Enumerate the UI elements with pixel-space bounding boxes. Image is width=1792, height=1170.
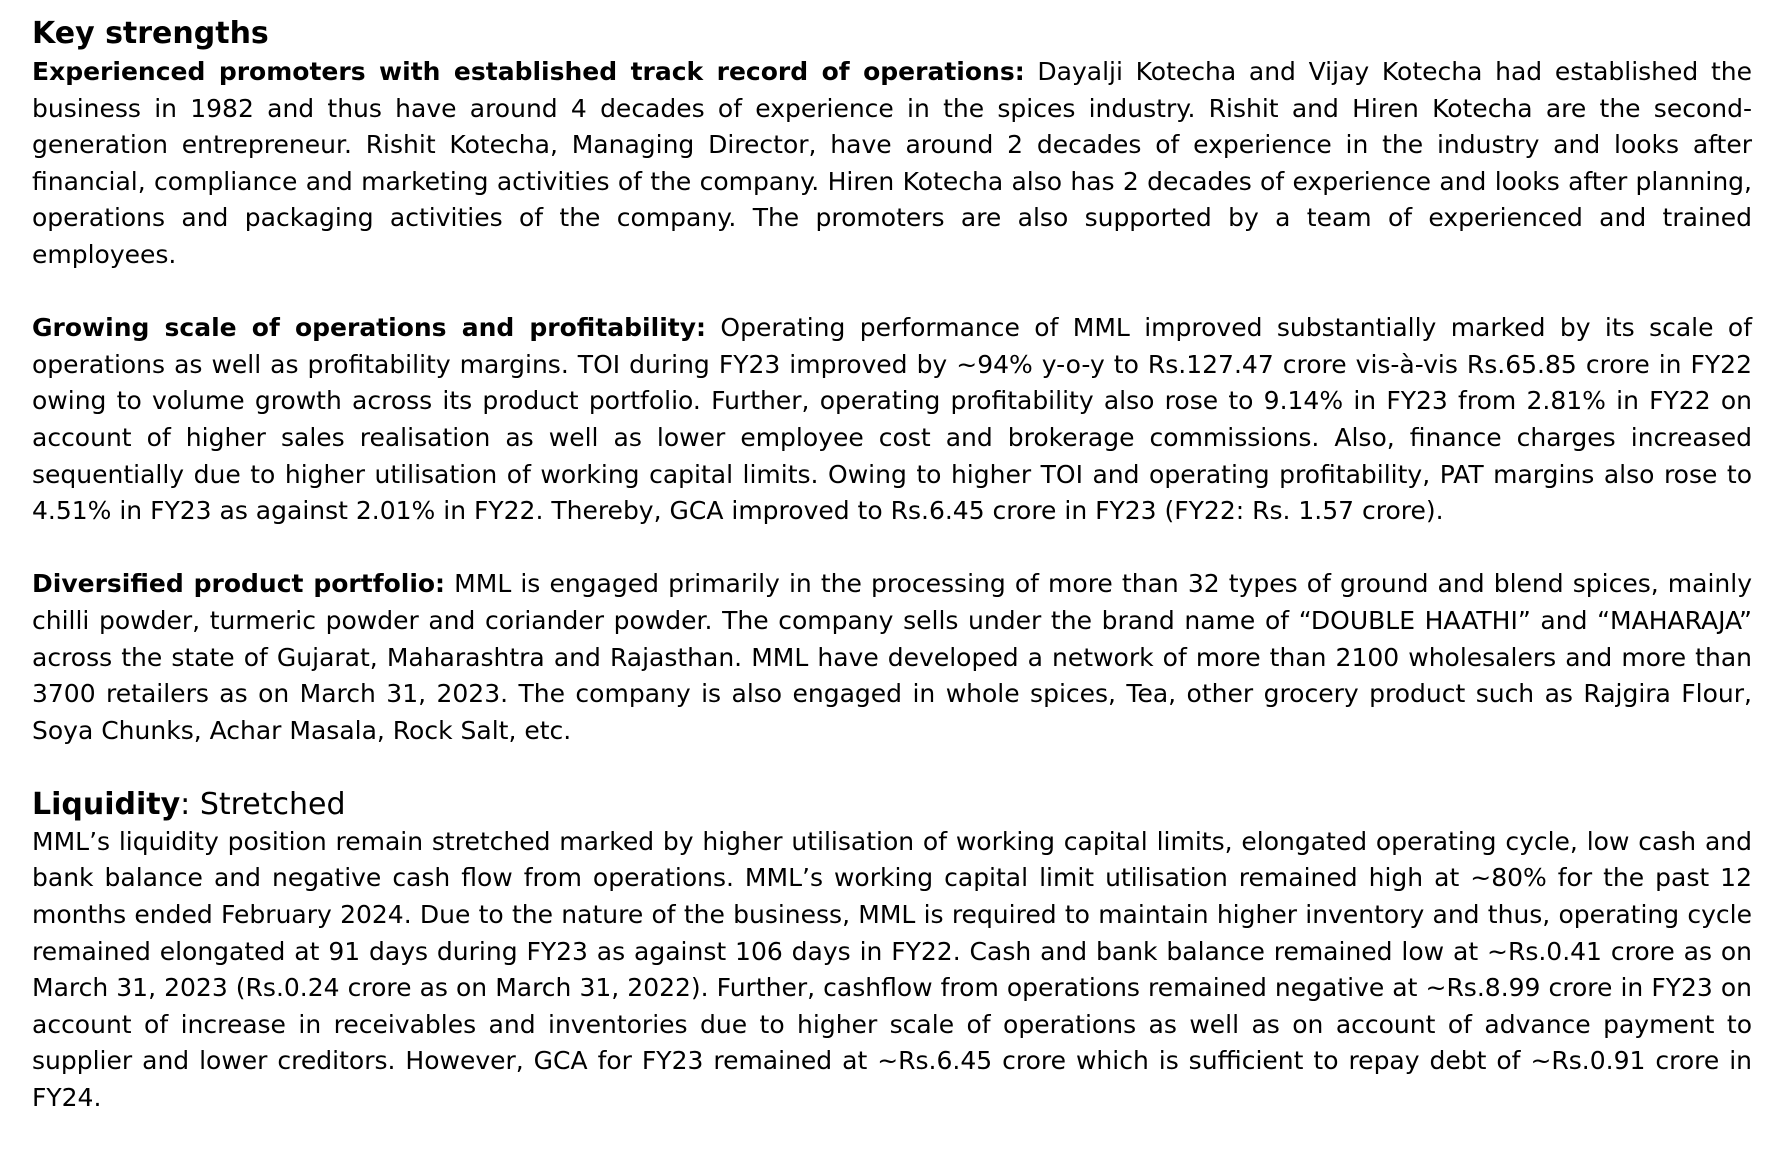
paragraph-diversified-portfolio bbox=[32, 566, 1752, 749]
section-heading-liquidity bbox=[32, 786, 1752, 824]
paragraph-lead: Diversified product portfolio: bbox=[32, 569, 446, 599]
liquidity-status: : Stretched bbox=[180, 786, 346, 822]
paragraph-experienced-promoters bbox=[32, 54, 1752, 274]
paragraph-lead: Experienced promoters with established track record of operations: bbox=[32, 57, 1025, 86]
paragraph-liquidity: MML’s liquidity position remain stretched marked by higher utilisation of working capital limits, elongated operating cycle, low cash and bank balance and negative cash flow from operations. MML’s working capital limit utilisation remained high at ~80% for the past 12 months ended February 2024. Due to the nature of the business, MML is required to maintain higher inventory and thus, operating cycle remained elongated at 91 days during FY23 as against 106 days in FY22. Cash and bank balance remained low at ~Rs.0.41 crore as on March 31, 2023 (Rs.0.24 crore as on March 31, 2022). Further, cashflow from operations remained negative at ~Rs.8.99 crore in FY23 on account of increase in receivables and inventories due to higher scale of operations as well as on account of advance payment to supplier and lower creditors. However, GCA for FY23 remained at ~Rs.6.45 crore which is sufficient to repay debt of ~Rs.0.91 crore in FY24. bbox=[32, 826, 1752, 1113]
paragraph-body: Operating performance of MML improved substantially marked by its scale of operations as well as profitability margins. TOI during FY23 improved by ~94% y-o-y to Rs.127.47 crore vis-à-vis Rs.65.85 crore in FY22 owing to volume growth across its product portfolio. Further, operating profitability also rose to 9.14% in FY23 from 2.81% in FY22 on account of higher sales realisation as well as lower employee cost and brokerage commissions. Also, finance charges increased sequentially due to higher utilisation of working capital limits. Owing to higher TOI and operating profitability, PAT margins also rose to 4.51% in FY23 as against 2.01% in FY22. Thereby, GCA improved to Rs.6.45 crore in FY23 (FY22: Rs. 1.57 crore). bbox=[32, 313, 1752, 526]
paragraph-growing-scale bbox=[32, 310, 1752, 530]
paragraph-body: MML is engaged primarily in the processing of more than 32 types of ground and blend spices, mainly chilli powder, turmeric powder and coriander powder. The company sells under the brand name of “DOUBLE HAATHI” and “MAHARAJA” across the state of Gujarat, Maharashtra and Rajasthan. MML have developed a network of more than 2100 wholesalers and more than 3700 retailers as on March 31, 2023. The company is also engaged in whole spices, Tea, other grocery product such as Rajgira Flour, Soya Chunks, Achar Masala, Rock Salt, etc. bbox=[32, 569, 1752, 745]
section-heading-key-strengths: Key strengths bbox=[32, 16, 269, 51]
paragraph-body: Dayalji Kotecha and Vijay Kotecha had established the business in 1982 and thus have around 4 decades of experience in the spices industry. Rishit and Hiren Kotecha are the second-generation entrepreneur. Rishit Kotecha, Managing Director, have around 2 decades of experience in the industry and looks after financial, compliance and marketing activities of the company. Hiren Kotecha also has 2 decades of experience and looks after planning, operations and packaging activities of the company. The promoters are also supported by a team of experienced and trained employees. bbox=[32, 57, 1752, 269]
liquidity-title: Liquidity bbox=[32, 786, 181, 822]
paragraph-lead: Growing scale of operations and profitability: bbox=[32, 313, 707, 343]
